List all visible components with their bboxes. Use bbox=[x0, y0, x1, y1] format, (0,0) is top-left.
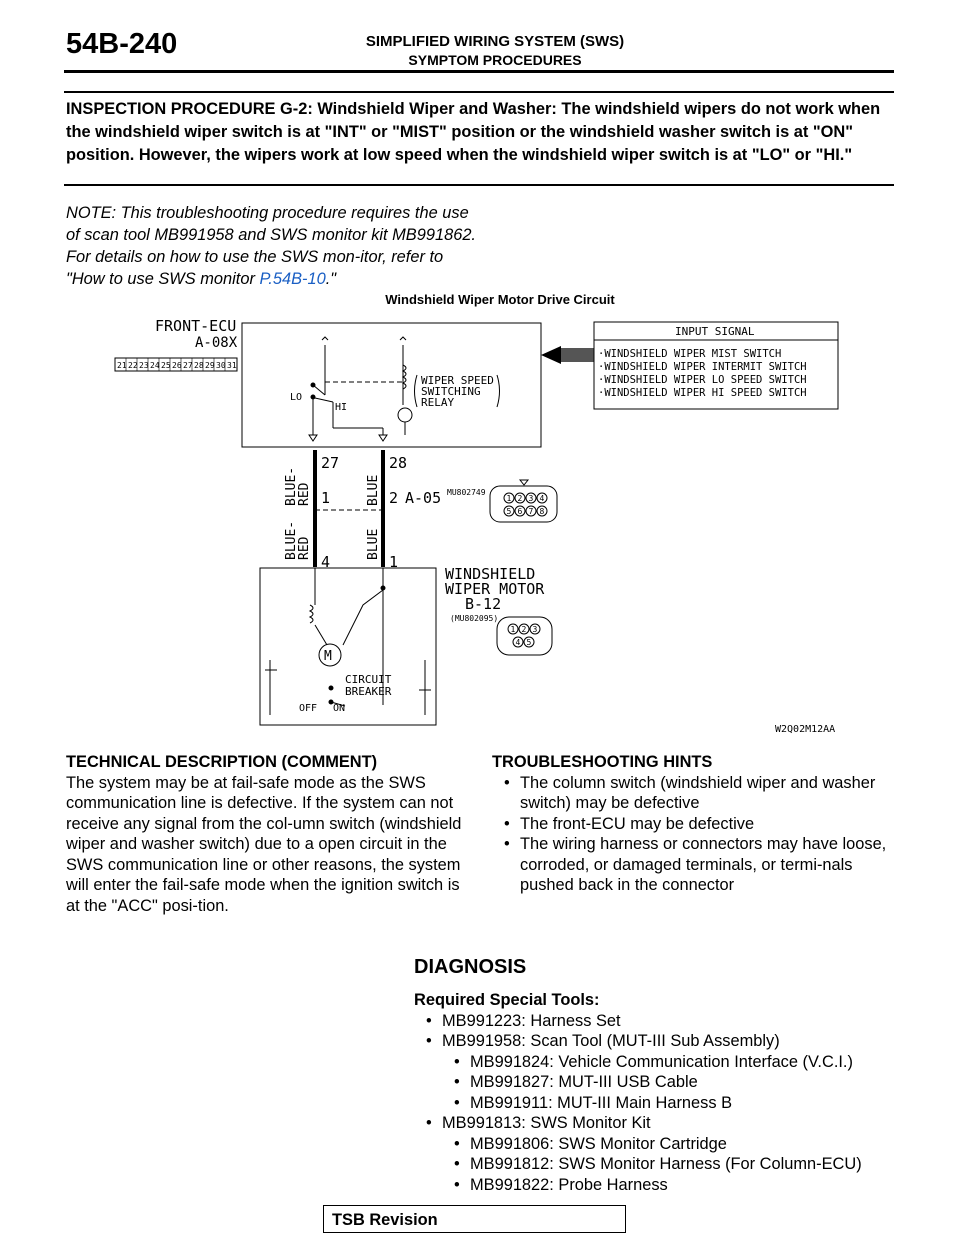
motor-pin-4: 4 bbox=[515, 638, 521, 647]
pin-28: 28 bbox=[389, 454, 408, 472]
motor-pin-1: 1 bbox=[510, 625, 516, 634]
ecu-pin-24: 24 bbox=[150, 361, 160, 370]
mid-pin-5: 5 bbox=[506, 507, 512, 516]
tool-subitem: • MB991822: Probe Harness bbox=[442, 1175, 914, 1196]
mid-pin-3: 3 bbox=[528, 494, 534, 503]
ecu-pin-23: 23 bbox=[139, 361, 149, 370]
procedure-bottom-rule bbox=[64, 184, 894, 186]
signal-arrow bbox=[541, 346, 594, 364]
ecu-label: FRONT-ECU bbox=[155, 317, 237, 335]
tool-subitem: • MB991911: MUT-III Main Harness B bbox=[442, 1093, 914, 1114]
note-suffix: ." bbox=[325, 270, 337, 288]
ecu-pin-27: 27 bbox=[183, 361, 193, 370]
technical-description bbox=[66, 752, 476, 916]
wire-blue-upper: BLUE bbox=[366, 474, 381, 506]
wire-blue-red-lower-1: BLUE- bbox=[284, 520, 299, 560]
ecu-pin-28: 28 bbox=[194, 361, 204, 370]
ecu-pin-29: 29 bbox=[205, 361, 215, 370]
breaker-label-2: BREAKER bbox=[345, 685, 392, 698]
motor-part-number: (MU802095) bbox=[450, 614, 499, 623]
pin-1: 1 bbox=[321, 489, 331, 507]
lo-label: LO bbox=[290, 392, 303, 403]
section-title: SIMPLIFIED WIRING SYSTEM (SWS) bbox=[365, 33, 625, 50]
ecu-box bbox=[242, 323, 541, 447]
motor-pin-3: 3 bbox=[532, 625, 538, 634]
relay-label-1: WIPER SPEED bbox=[421, 374, 494, 387]
hint-item: • The column switch (windshield wiper and washer switch) may be defective bbox=[492, 773, 902, 814]
header-rule bbox=[64, 70, 894, 73]
input-signal-4: ·WINDSHIELD WIPER HI SPEED SWITCH bbox=[598, 387, 807, 399]
ecu-pin-26: 26 bbox=[172, 361, 182, 370]
technical-heading: TECHNICAL DESCRIPTION (COMMENT) bbox=[66, 753, 378, 771]
wire-blue-red-lower-2: RED bbox=[297, 536, 312, 560]
wire-blue-red-upper-2: RED bbox=[297, 482, 312, 506]
diagnosis-heading: DIAGNOSIS bbox=[414, 956, 527, 978]
figure-caption: Windshield Wiper Motor Drive Circuit bbox=[385, 292, 615, 307]
wiring-diagram bbox=[95, 310, 875, 740]
procedure-title: INSPECTION PROCEDURE G-2: Windshield Wiper and Washer: The windshield wipers do not work when the windshield wiper switch is at "INT" or "MIST" position or the windshield washer switch is at "ON" position. However, the wipers work at low speed when the windshield wiper switch is at "LO" or "HI." bbox=[66, 100, 881, 164]
ecu-pin-21: 21 bbox=[117, 361, 127, 370]
pin-27: 27 bbox=[321, 454, 340, 472]
hint-item: • The wiring harness or connectors may have loose, corroded, or damaged terminals, or termi-nals pushed back in the connector bbox=[492, 834, 902, 896]
breaker-label-1: CIRCUIT bbox=[345, 673, 392, 686]
motor-pin-5: 5 bbox=[526, 638, 532, 647]
tool-subitem: • MB991806: SWS Monitor Cartridge bbox=[442, 1134, 914, 1155]
on-label: ON bbox=[333, 703, 346, 714]
mid-pin-8: 8 bbox=[539, 507, 545, 516]
motor-label-1: WINDSHIELD bbox=[445, 565, 536, 583]
tool-subitem: • MB991827: MUT-III USB Cable bbox=[442, 1072, 914, 1093]
troubleshooting-hints bbox=[492, 752, 902, 896]
tool-item: • MB991958: Scan Tool (MUT-III Sub Assembly) bbox=[414, 1031, 914, 1052]
off-label: OFF bbox=[299, 703, 318, 714]
pin-2: 2 bbox=[389, 489, 399, 507]
ecu-connector-label: A-08X bbox=[195, 335, 238, 351]
mid-pin-6: 6 bbox=[517, 507, 523, 516]
relay-label-3: RELAY bbox=[421, 396, 455, 409]
diagnosis-tools bbox=[414, 990, 914, 1195]
tool-item: • MB991813: SWS Monitor Kit bbox=[414, 1113, 914, 1134]
motor-pin-2: 2 bbox=[521, 625, 527, 634]
mid-pin-1: 1 bbox=[506, 494, 512, 503]
mid-connector-diagram bbox=[490, 480, 557, 522]
mid-connector-label: A-05 bbox=[405, 489, 442, 507]
tool-subitem: • MB991824: Vehicle Communication Interface (V.C.I.) bbox=[442, 1052, 914, 1073]
note-link[interactable]: P.54B-10 bbox=[259, 270, 326, 288]
hint-item: • The front-ECU may be defective bbox=[492, 814, 902, 835]
tool-subitem: • MB991812: SWS Monitor Harness (For Column-ECU) bbox=[442, 1154, 914, 1175]
motor-connector-label: B-12 bbox=[465, 595, 502, 613]
mid-pin-4: 4 bbox=[539, 494, 545, 503]
ecu-pin-31: 31 bbox=[227, 361, 237, 370]
input-signal-title: INPUT SIGNAL bbox=[675, 325, 755, 338]
pin-1b: 1 bbox=[389, 553, 399, 571]
input-signal-3: ·WINDSHIELD WIPER LO SPEED SWITCH bbox=[598, 374, 807, 386]
procedure-top-rule bbox=[64, 91, 894, 93]
pin-4: 4 bbox=[321, 553, 331, 571]
input-signal-2: ·WINDSHIELD WIPER INTERMIT SWITCH bbox=[598, 361, 807, 373]
motor-box bbox=[260, 568, 436, 725]
page-number: 54B-240 bbox=[66, 28, 178, 60]
wire-blue-red-upper-1: BLUE- bbox=[284, 466, 299, 506]
technical-body: The system may be at fail-safe mode as the SWS communication line is defective. If the system can not receive any signal from the col-umn switch (windshield wiper and washer switch) due to a open circuit in the SWS communication line or other reasons, the system will enter the fail-safe mode when the ignition switch is at the "ACC" posi-tion. bbox=[66, 773, 462, 915]
input-signal-1: ·WINDSHIELD WIPER MIST SWITCH bbox=[598, 348, 782, 360]
wire-blue-lower: BLUE bbox=[366, 528, 381, 560]
hi-label: HI bbox=[335, 402, 348, 413]
note bbox=[66, 202, 476, 290]
mid-part-number: MU802749 bbox=[447, 488, 486, 497]
motor-label-2: WIPER MOTOR bbox=[445, 580, 545, 598]
relay-label-2: SWITCHING bbox=[421, 385, 481, 398]
ecu-pin-25: 25 bbox=[161, 361, 171, 370]
motor-letter: M bbox=[324, 649, 332, 664]
ecu-pin-30: 30 bbox=[216, 361, 226, 370]
mid-pin-2: 2 bbox=[517, 494, 523, 503]
tool-item: • MB991223: Harness Set bbox=[414, 1011, 914, 1032]
section-subtitle: SYMPTOM PROCEDURES bbox=[408, 52, 582, 68]
tsb-revision: TSB Revision bbox=[323, 1205, 626, 1233]
motor-connector-diagram bbox=[497, 617, 552, 655]
ecu-pin-22: 22 bbox=[128, 361, 138, 370]
mid-pin-7: 7 bbox=[528, 507, 534, 516]
note-text: NOTE: This troubleshooting procedure requires the use of scan tool MB991958 and SWS monitor kit MB991862. For details on how to use the SWS mon-itor, refer to "How to use SWS monitor bbox=[66, 204, 476, 288]
tools-title: Required Special Tools: bbox=[414, 991, 600, 1009]
ecu-pin-strip bbox=[115, 358, 237, 371]
figure-code: W2Q02M12AA bbox=[775, 724, 836, 735]
hints-heading: TROUBLESHOOTING HINTS bbox=[492, 753, 713, 771]
